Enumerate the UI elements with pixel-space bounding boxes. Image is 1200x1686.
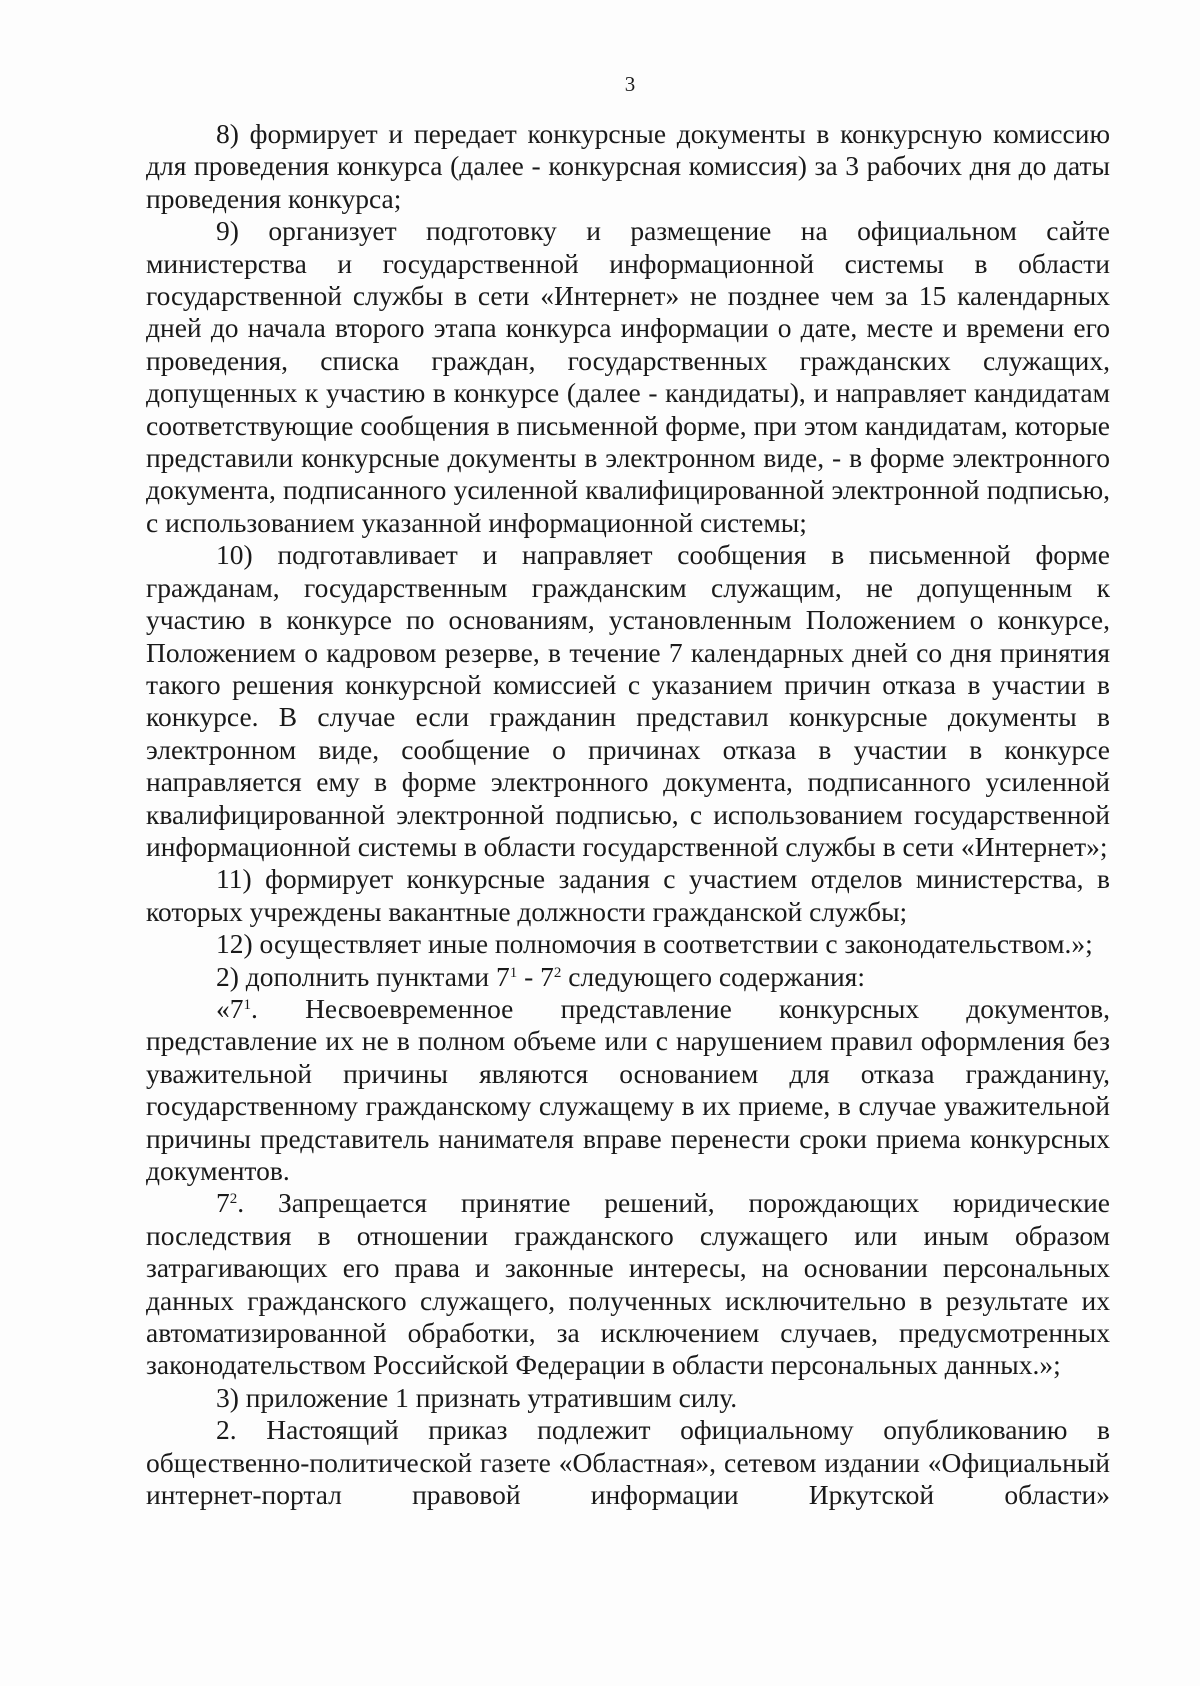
amendment-text-c: следующего содержания: [561,960,865,992]
paragraph-item-10: 10) подготавливает и направляет сообщения в письменной форме гражданам, государственным гражданским служащим, не допущенным к участию в конкурсе по основаниям, установленным Положением о конкурсе, Положением о кадровом резерве, в течение 7 календарных дней со дня принятия такого решения конкурсной комиссией с указанием причин отказа в участии в конкурсе. В случае если гражданин представил конкурсные документы в электронном виде, сообщение о причинах отказа в участии в конкурсе направляется ему в форме электронного документа, подписанного усиленной квалифицированной электронной подписью, с использованием государственной информационной системы в области государственной службы в сети «Интернет»; [146,539,1110,862]
amendment-sup-2: 2 [553,964,562,981]
paragraph-item-12: 12) осуществляет иные полномочия в соответствии с законодательством.»; [216,928,1093,960]
document-body [146,118,1110,1511]
paragraph-item-7-2 [146,1187,1110,1381]
paragraph-item-3: 3) приложение 1 признать утратившим силу. [216,1381,738,1413]
paragraph-item-9: 9) организует подготовку и размещение на официальном сайте министерства и государственной информационной системы в области государственной службы в сети «Интернет» не позднее чем за 15 календарных дней до начала второго этапа конкурса информации о дате, месте и времени его проведения, списка граждан, государственных гражданских служащих, допущенных к участию в конкурсе (далее - кандидаты), и направляет кандидатам соответствующие сообщения в письменной форме, при этом кандидатам, которые представили конкурсные документы в электронном виде, - в форме электронного документа, подписанного усиленной квалифицированной электронной подписью, с использованием указанной информационной системы; [146,215,1110,538]
item-7-1-sup: 1 [243,996,251,1013]
item-7-1-prefix: «7 [216,992,244,1024]
page-number: 3 [624,72,636,96]
item-7-2-prefix: 7 [216,1187,230,1219]
item-7-1-text: . Несвоевременное представление конкурсных документов, представление их не в полном объеме или с нарушением правил оформления без уважительной причины являются основанием для отказа гражданину, государственному гражданскому служащему в их приеме, в случае уважительной причины представитель нанимателя вправе перенести сроки приема конкурсных документов. [146,992,1110,1186]
amendment-text-a: 2) дополнить пунктами 7 [216,960,510,992]
paragraph-publication: 2. Настоящий приказ подлежит официальному опубликованию в общественно-политической газете «Областная», сетевом издании «Официальный интернет-портал правовой информации Иркутской области» [146,1414,1110,1511]
paragraph-amendment-2 [146,961,1110,993]
paragraph-item-7-1 [146,993,1110,1187]
amendment-text-b: - 7 [517,960,554,992]
item-7-2-text: . Запрещается принятие решений, порождающих юридические последствия в отношении гражданского служащего или иным образом затрагивающих его права и законные интересы, на основании персональных данных гражданского служащего, полученных исключительно в результате их автоматизированной обработки, за исключением случаев, предусмотренных законодательством Российской Федерации в области персональных данных.»; [146,1187,1110,1381]
paragraph-item-11: 11) формирует конкурсные задания с участием отделов министерства, в которых учреждены вакантные должности гражданской службы; [146,863,1110,927]
paragraph-item-8: 8) формирует и передает конкурсные документы в конкурсную комиссию для проведения конкурса (далее - конкурсная комиссия) за 3 рабочих дня до даты проведения конкурса; [146,118,1110,214]
amendment-sup-1: 1 [509,964,518,981]
item-7-2-sup: 2 [229,1191,238,1208]
